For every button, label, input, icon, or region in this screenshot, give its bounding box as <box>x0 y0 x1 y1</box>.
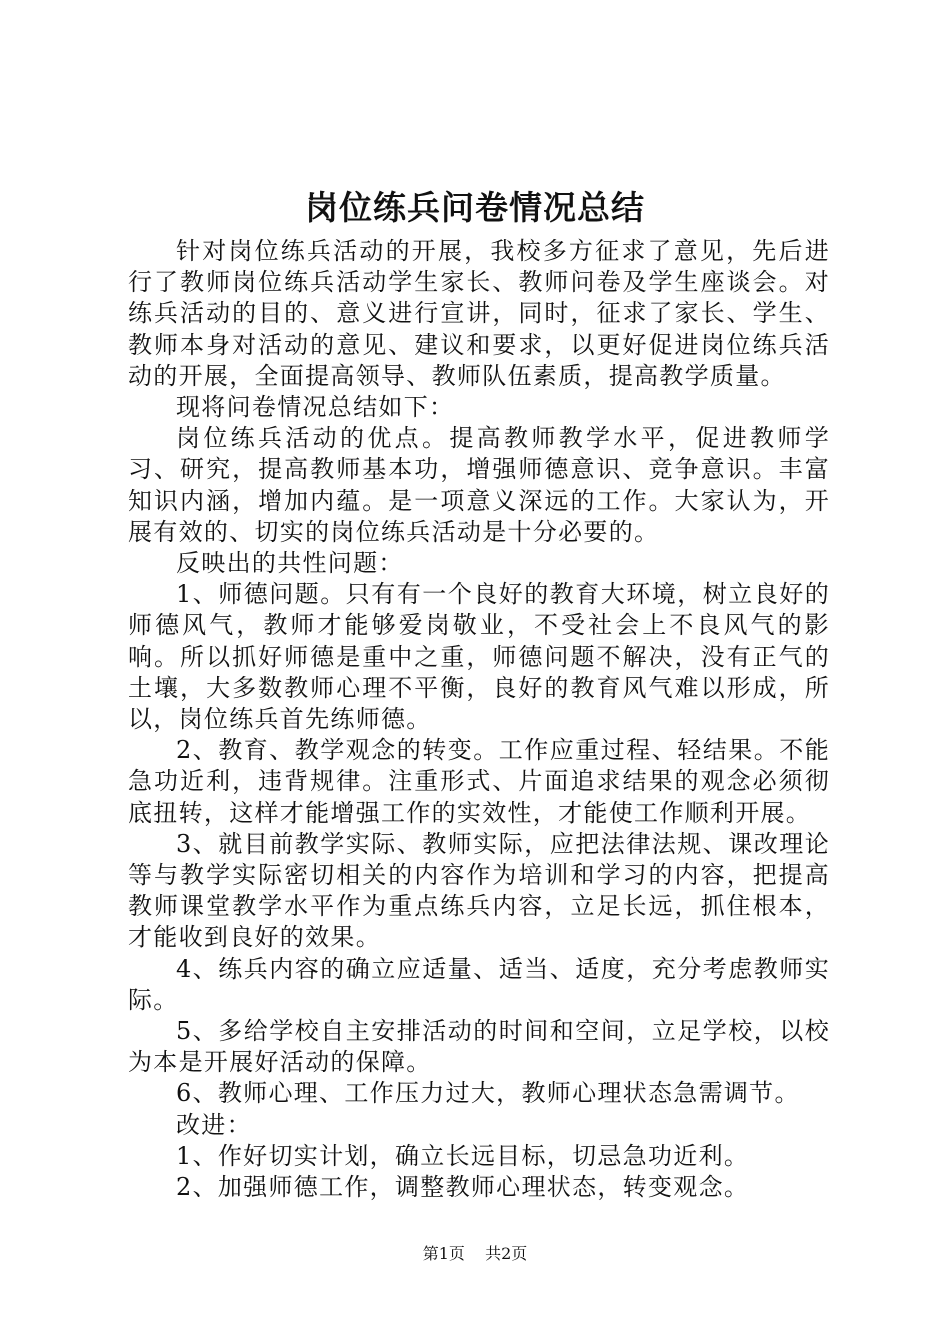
paragraph-problems-heading: 反映出的共性问题： <box>176 549 404 578</box>
paragraph-problem-5: 5、多给学校自主安排活动的时间和空间，立足学校，以校为本是开展好活动的保障。 <box>128 1017 830 1077</box>
paragraph-improvement-1: 1、作好切实计划，确立长远目标，切忌急功近利。 <box>176 1141 750 1170</box>
paragraph-summary-lead: 现将问卷情况总结如下： <box>176 393 455 422</box>
paragraph-problem-3: 3、就目前教学实际、教师实际，应把法律法规、课改理论等与教学实际密切相关的内容作为培训和学习的内容，把提高教师课堂教学水平作为重点练兵内容，立足长远，抓住根本，才能收到良好的效果。 <box>128 829 830 952</box>
document-body <box>128 236 830 1203</box>
paragraph-problem-2: 2、教育、教学观念的转变。工作应重过程、轻结果。不能急功近利，违背规律。注重形式、片面追求结果的观念必须彻底扭转，这样才能增强工作的实效性，才能使工作顺利开展。 <box>128 736 830 827</box>
page-total: 共2页 <box>485 1244 528 1263</box>
document-title: 岗位练兵问卷情况总结 <box>305 188 645 227</box>
paragraph-improvement-2: 2、加强师德工作，调整教师心理状态，转变观念。 <box>176 1173 750 1202</box>
paragraph-problem-4: 4、练兵内容的确立应适量、适当、适度，充分考虑教师实际。 <box>128 954 830 1014</box>
page-footer <box>0 1242 950 1266</box>
paragraph-advantages: 岗位练兵活动的优点。提高教师教学水平，促进教师学习、研究，提高教师基本功，增强师德意识、竞争意识。丰富知识内涵，增加内蕴。是一项意义深远的工作。大家认为，开展有效的、切实的岗位练兵活动是十分必要的。 <box>128 424 830 546</box>
paragraph-problem-6: 6、教师心理、工作压力过大，教师心理状态急需调节。 <box>176 1079 800 1108</box>
paragraph-improvements-heading: 改进： <box>176 1110 252 1139</box>
paragraph-problem-1: 1、师德问题。只有有一个良好的教育大环境，树立良好的师德风气，教师才能够爱岗敬业，不受社会上不良风气的影响。所以抓好师德是重中之重，师德问题不解决，没有正气的土壤，大多数教师心理不平衡，良好的教育风气难以形成，所以，岗位练兵首先练师德。 <box>128 580 830 734</box>
page-number: 第1页 <box>422 1244 465 1263</box>
paragraph-intro: 针对岗位练兵活动的开展，我校多方征求了意见，先后进行了教师岗位练兵活动学生家长、教师问卷及学生座谈会。对练兵活动的目的、意义进行宣讲，同时，征求了家长、学生、教师本身对活动的意见、建议和要求，以更好促进岗位练兵活动的开展，全面提高领导、教师队伍素质，提高教学质量。 <box>128 237 830 390</box>
